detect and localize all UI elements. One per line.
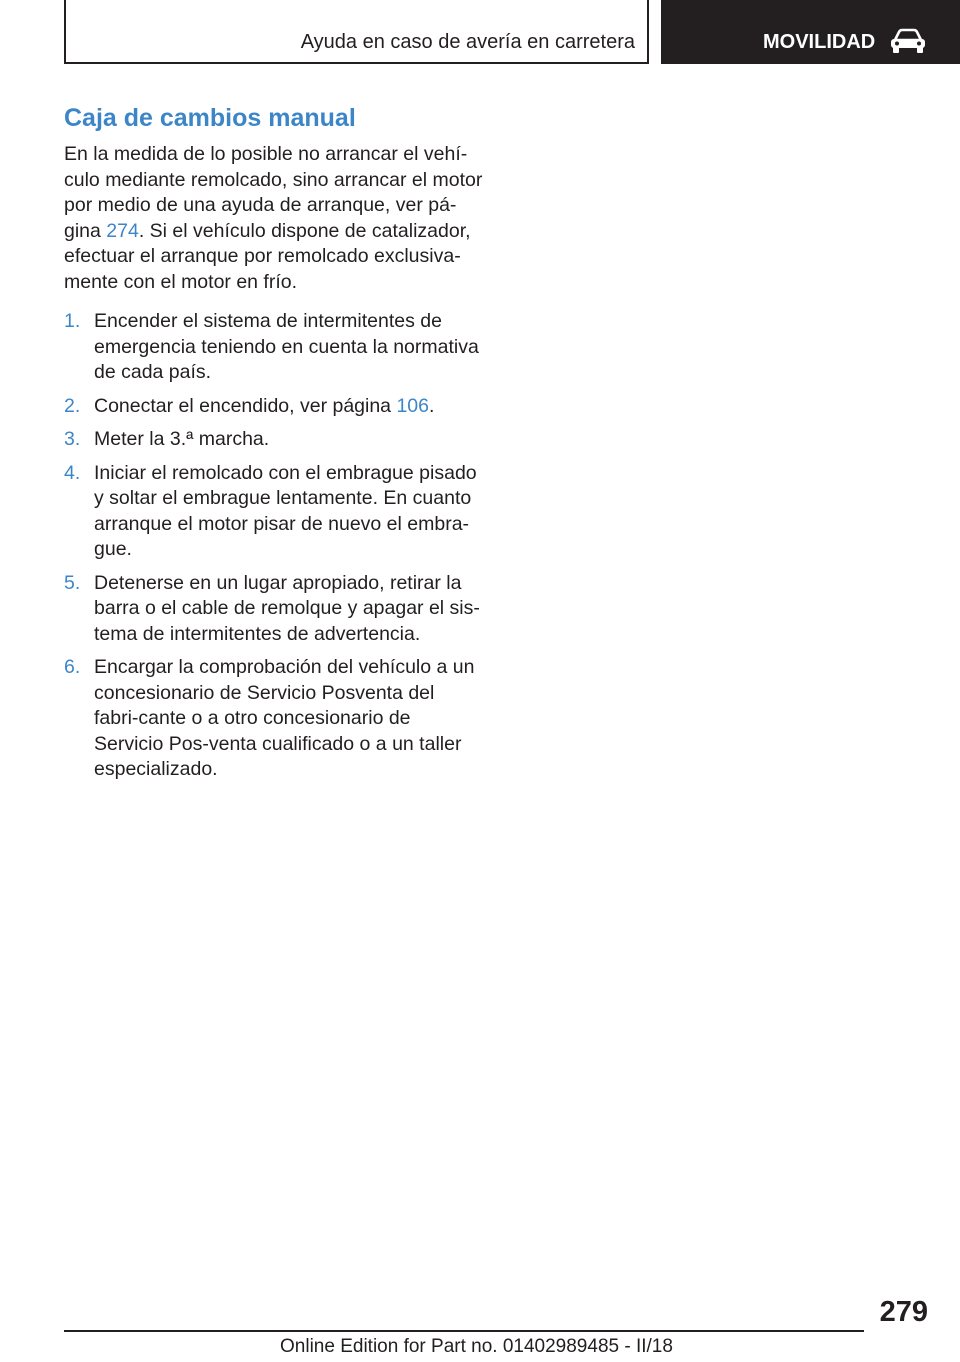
page-link-106[interactable]: 106	[396, 394, 429, 417]
list-item	[64, 309, 484, 386]
step-text: Conectar el encendido, ver página	[94, 394, 397, 417]
header-chapter-tab[interactable]	[661, 0, 960, 64]
step-text: Encargar la comprobación del vehículo a un concesionario de Servicio Posventa del fabri-cante o a otro concesionario de Servicio Pos-venta cualificado o a un taller especializado.	[94, 656, 475, 780]
list-item	[64, 655, 484, 783]
list-item	[64, 461, 484, 563]
step-text: Meter la 3.ª marcha.	[94, 428, 270, 450]
step-number: 2.	[64, 394, 81, 417]
header-chapter-label: MOVILIDAD	[763, 31, 876, 53]
steps-list	[64, 309, 484, 783]
header-section-title: Ayuda en caso de avería en carretera	[300, 31, 635, 53]
intro-text-1: En la medida de lo posible no arrancar el vehí-culo mediante remolcado, sino arrancar el motor por medio de una ayuda de arranque, ver pá-gina	[64, 143, 483, 242]
list-item	[64, 394, 484, 420]
footer-edition: Online Edition for Part no. 01402989485 - II/18	[280, 1336, 673, 1357]
step-text-end: .	[429, 394, 435, 417]
step-number: 5.	[64, 571, 81, 594]
step-text: Iniciar el remolcado con el embrague pisado y soltar el embrague lentamente. En cuanto arranque el motor pisar de nuevo el embra-gue.	[94, 461, 477, 560]
car-icon	[889, 28, 927, 54]
intro-paragraph	[64, 142, 484, 295]
step-text: Encender el sistema de intermitentes de emergencia teniendo en cuenta la normativa de cada país.	[94, 310, 479, 383]
list-item	[64, 571, 484, 648]
list-item	[64, 427, 484, 453]
step-number: 4.	[64, 461, 81, 484]
intro-text-2: . Si el vehículo dispone de catalizador, efectuar el arranque por remolcado exclusiva-mente con el motor en frío.	[64, 219, 471, 293]
page-title: Caja de cambios manual	[64, 104, 356, 132]
step-text: Detenerse en un lugar apropiado, retirar la barra o el cable de remolque y apagar el sis-tema de intermitentes de advertencia.	[94, 571, 480, 645]
page-link-274[interactable]: 274	[106, 219, 139, 242]
page-number: 279	[879, 1296, 928, 1328]
footer-divider	[64, 1330, 864, 1332]
step-number: 6.	[64, 656, 81, 678]
header-section-box	[64, 0, 649, 64]
main-content	[64, 100, 484, 791]
step-number: 3.	[64, 428, 81, 450]
step-number: 1.	[64, 310, 81, 332]
